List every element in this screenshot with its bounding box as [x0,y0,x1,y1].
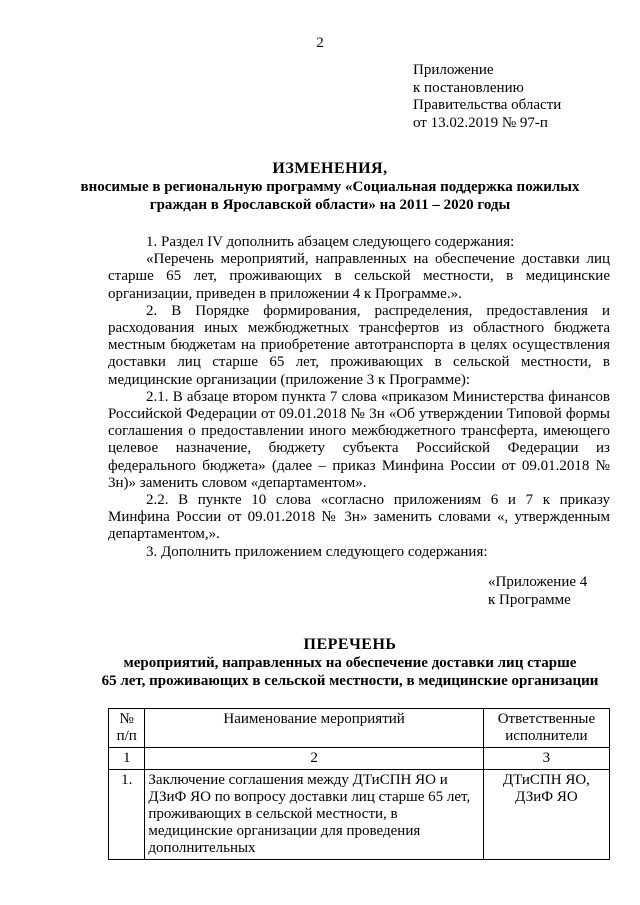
appendix-header [413,62,628,132]
column-number-cell: 1 [109,748,145,770]
paragraph: 3. Дополнить приложением следующего содержания: [146,543,488,560]
program-appendix-reference [488,574,628,609]
document-title [70,160,590,214]
program-ref-line: «Приложение 4 [488,574,588,590]
list-title [90,636,610,690]
row-resp-cell: ДТиСПН ЯО, ДЗиФ ЯО [483,770,609,860]
page-number: 2 [316,35,324,51]
paragraph: 2.2. В пункте 10 слова «согласно приложениям 6 и 7 к приказу Минфина России от 09.01.2018 № 3н» заменить словами «, утвержденным департаментом,». [108,492,610,543]
paragraph: 2.1. В абзаце втором пункта 7 слова «приказом Министерства финансов Российской Федерации от 09.01.2018 № 3н «Об утверждении Типовой формы соглашения о предоставлении иного межбюджетного трансферта, имеющего целевое назначение, бюджету субъекта Российской Федерации из федерального бюджета» (далее – приказ Минфина России от 09.01.2018 № 3н)» заменить словом «департаментом». [108,388,610,491]
header-cell-name: Наименование мероприятий [145,709,483,748]
row-num-cell: 1. [109,770,145,860]
table-header-row [109,709,610,748]
list-title-line: мероприятий, направленных на обеспечение доставки лиц старше [123,655,577,671]
paragraph: «Перечень мероприятий, направленных на обеспечение доставки лиц старше 65 лет, проживающих в сельской местности, в медицинские организации, приведен в приложении 4 к Программе.». [108,251,610,302]
list-title-main: ПЕРЕЧЕНЬ [303,636,397,653]
appendix-header-line: Приложение [413,62,494,78]
table-row [109,770,610,860]
document-body [108,234,610,561]
title-main: ИЗМЕНЕНИЯ, [272,160,388,177]
list-title-line: 65 лет, проживающих в сельской местности, в медицинские организации [101,673,599,689]
header-cell-resp: Ответственные исполнители [483,709,609,748]
paragraph: 1. Раздел IV дополнить абзацем следующего содержания: [146,234,515,250]
measures-table [108,708,610,860]
appendix-header-line: Правительства области [413,97,562,113]
appendix-header-line: от 13.02.2019 № 97-п [413,114,548,131]
row-name-cell: Заключение соглашения между ДТиСПН ЯО и ДЗиФ ЯО по вопросу доставки лиц старше 65 лет, проживающих в сельской местности, в медицинские организации для проведения дополнительных [145,770,483,860]
header-cell-num: № п/п [109,709,145,748]
title-subtitle-line: граждан в Ярославской области» на 2011 – 2020 годы [149,197,511,213]
program-ref-line: к Программе [488,591,571,608]
paragraph: 2. В Порядке формирования, распределения, предоставления и расходования иных межбюджетных трансфертов из областного бюджета местным бюджетам на приобретение автотранспорта в целях осуществления доставки лиц старше 65 лет, проживающих в сельской местности, в медицинские организации (приложение 3 к Программе): [108,302,610,388]
title-subtitle-line: вносимые в региональную программу «Социальная поддержка пожилых [80,179,580,195]
column-number-cell: 3 [483,748,609,770]
table-column-numbers-row [109,748,610,770]
column-number-cell: 2 [145,748,483,770]
appendix-header-line: к постановлению [413,79,524,96]
